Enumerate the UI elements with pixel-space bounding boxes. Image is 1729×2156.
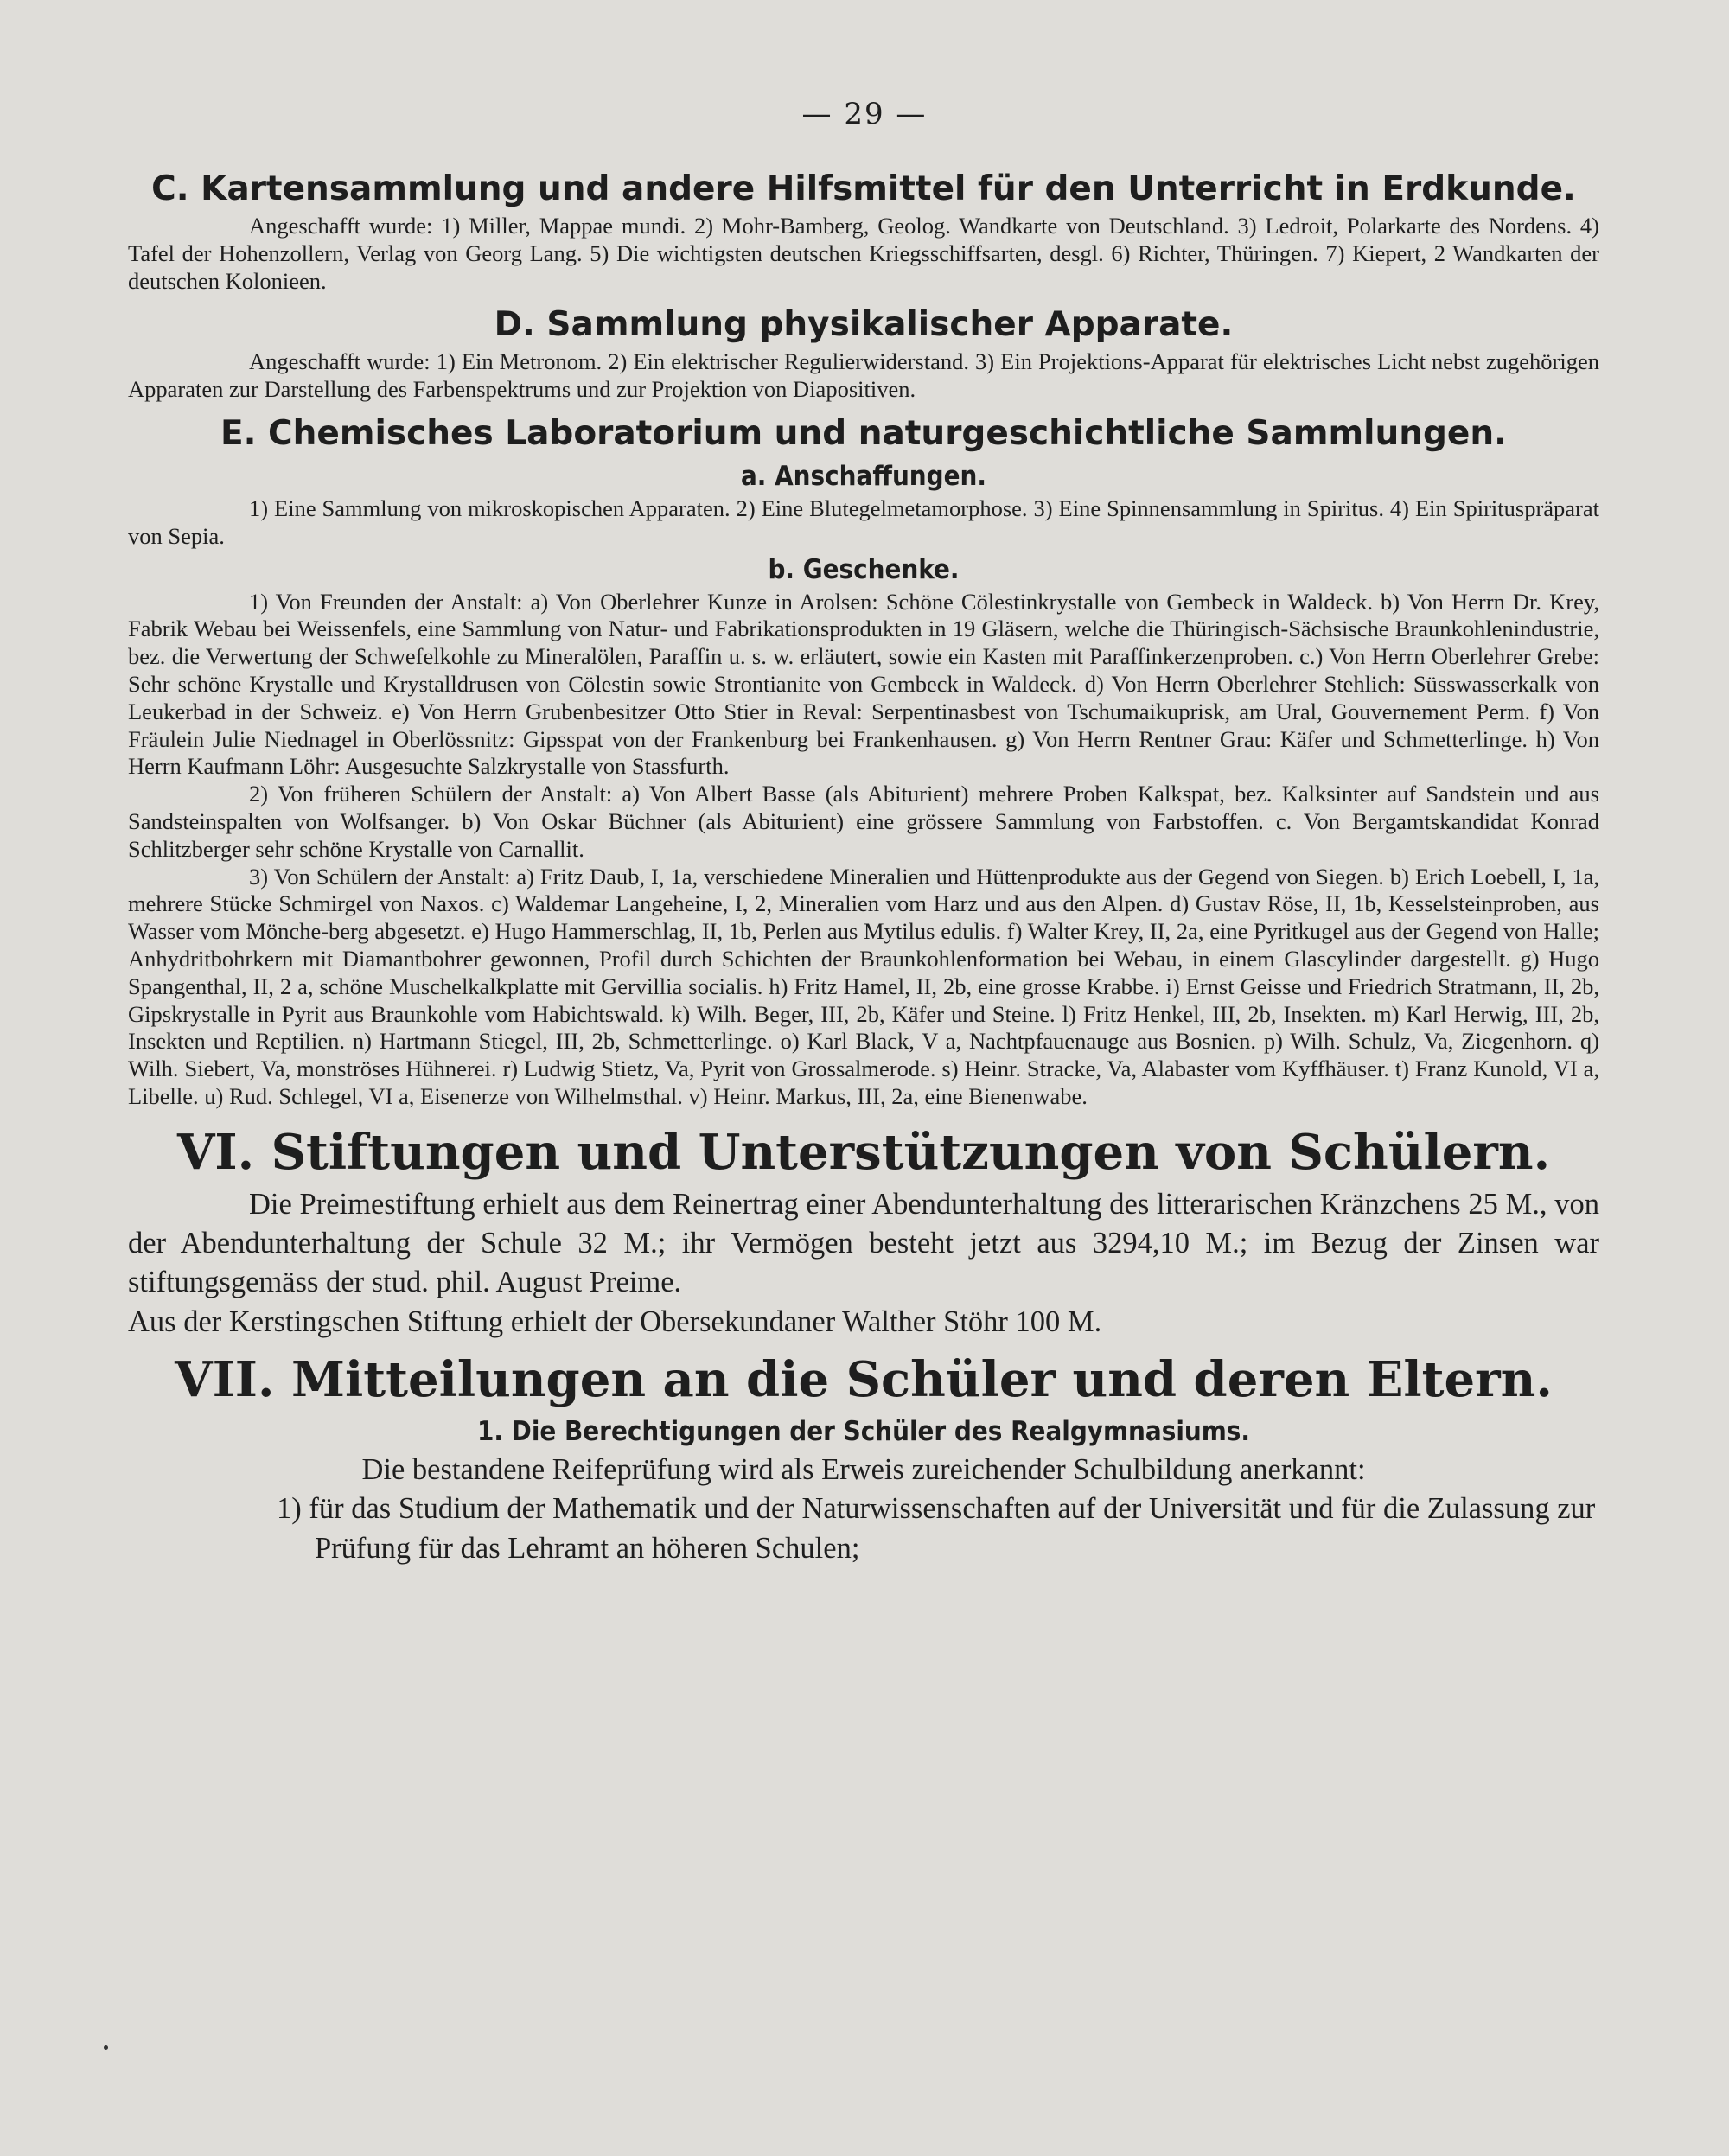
section-d-text: Angeschafft wurde: 1) Ein Metronom. 2) Ein elektrischer Regulierwiderstand. 3) Ein Projektions-Apparat für elektrisches Licht nebst zugehörigen Apparaten zur Darstellung des Farbenspektrums und zur Projektion von Diapositiven. xyxy=(128,348,1599,403)
section-vii-item-1: 1) für das Studium der Mathematik und der Naturwissenschaften auf der Universität und für die Zulassung zur Prüfung für das Lehramt an höheren Schulen; xyxy=(277,1492,1596,1565)
section-c-heading: C. Kartensammlung und andere Hilfsmittel für den Unterricht in Erdkunde. xyxy=(151,169,1576,208)
page-number: — 29 — xyxy=(801,97,928,131)
section-vi-text-1: Die Preimestiftung erhielt aus dem Reinertrag einer Abendunterhaltung des litterarischen Kränzchens 25 M., von der Abendunterhaltung der Schule 32 M.; ihr Vermögen besteht jetzt aus 3294,10 M.; im Bezug der Zinsen war stiftungsgemäss der stud. phil. August Preime. xyxy=(128,1187,1599,1299)
section-e-text-b2: 2) Von früheren Schülern der Anstalt: a) Von Albert Basse (als Abiturient) mehrere Proben Kalkspat, bez. Kalksinter auf Sandstein und aus Sandsteinspalten von Wolfsanger. b) Von Oskar Büchner (als Abiturient) eine grössere Sammlung von Farbstoffen. c. Von Bergamtskandidat Konrad Schlitzberger sehr schöne Krystalle von Carnallit. xyxy=(128,781,1599,862)
section-vii-sub: 1. Die Berechtigungen der Schüler des Realgymnasiums. xyxy=(476,1415,1251,1447)
section-c-text: Angeschafft wurde: 1) Miller, Mappae mundi. 2) Mohr-Bamberg, Geolog. Wandkarte von Deutschland. 3) Ledroit, Polarkarte des Nordens. 4) Tafel der Hohenzollern, Verlag von Georg Lang. 5) Die wichtigsten deutschen Kriegsschiffsarten, desgl. 6) Richter, Thüringen. 7) Kiepert, 2 Wandkarten der deutschen Kolonieen. xyxy=(128,213,1599,294)
section-e-sub-b: b. Geschenke. xyxy=(768,553,960,585)
section-e-heading: E. Chemisches Laboratorium und naturgeschichtliche Sammlungen. xyxy=(220,413,1507,453)
section-vii-text: Die bestandene Reifeprüfung wird als Erweis zureichender Schulbildung anerkannt: xyxy=(361,1452,1366,1486)
section-vi-heading: VI. Stiftungen und Unterstützungen von Schülern. xyxy=(176,1123,1551,1181)
ink-speck xyxy=(104,2045,108,2050)
page-content xyxy=(128,166,1599,1568)
section-d-heading: D. Sammlung physikalischer Apparate. xyxy=(494,305,1234,345)
section-e-text-a: 1) Eine Sammlung von mikroskopischen Apparaten. 2) Eine Blutegelmetamorphose. 3) Eine Spinnensammlung in Spiritus. 4) Ein Spirituspräparat von Sepia. xyxy=(128,494,1599,549)
section-vii-heading: VII. Mitteilungen an die Schüler und deren Eltern. xyxy=(175,1350,1553,1408)
section-vi-text-2: Aus der Kerstingschen Stiftung erhielt der Obersekundaner Walther Stöhr 100 M. xyxy=(128,1304,1102,1338)
section-e-text-b3: 3) Von Schülern der Anstalt: a) Fritz Daub, I, 1a, verschiedene Mineralien und Hüttenprodukte aus der Gegend von Siegen. b) Erich Loebell, I, 1a, mehrere Stücke Schmirgel von Naxos. c) Waldemar Langeheine, I, 2, Mineralien vom Harz und aus den Alpen. d) Gustav Röse, II, 1b, Kesselsteinproben, aus Wasser vom Mönche-berg abgesetzt. e) Hugo Hammerschlag, II, 1b, Perlen aus Mytilus edulis. f) Walter Krey, II, 2a, eine Pyritkugel aus der Gegend von Halle; Anhydritbohrkern mit Diamantbohrer gewonnen, Profil durch Schichten der Braunkohlenformation bei Webau, in einem Glascylinder dargestellt. g) Hugo Spangenthal, II, 2 a, schöne Muschelkalkplatte mit Gervillia socialis. h) Fritz Hamel, II, 2b, eine grosse Krabbe. i) Ernst Geisse und Friedrich Stratmann, II, 2b, Gipskrystalle in Pyrit aus Braunkohle vom Habichtswald. k) Wilh. Beger, III, 2b, Käfer und Steine. l) Fritz Henkel, III, 2b, Insekten. m) Karl Herwig, III, 2b, Insekten und Reptilien. n) Hartmann Stiegel, III, 2b, Schmetterlinge. o) Karl Black, V a, Nachtpfauenauge aus Bosnien. p) Wilh. Schulz, Va, Ziegenhorn. q) Wilh. Siebert, Va, monströses Hühnerei. r) Ludwig Stietz, Va, Pyrit von Grossalmerode. s) Heinr. Stracke, Va, Alabaster vom Kyffhäuser. t) Franz Kunold, VI a, Libelle. u) Rud. Schlegel, VI a, Eisenerze von Wilhelmsthal. v) Heinr. Markus, III, 2a, eine Bienenwabe. xyxy=(128,863,1599,1109)
section-e-sub-a: a. Anschaffungen. xyxy=(740,460,987,492)
section-e-text-b1: 1) Von Freunden der Anstalt: a) Von Oberlehrer Kunze in Arolsen: Schöne Cölestinkrystalle von Gembeck in Waldeck. b) Von Herrn Dr. Krey, Fabrik Webau bei Weissenfels, eine Sammlung von Natur- und Fabrikationsprodukten in 19 Gläsern, welche die Thüringisch-Sächsische Braunkohlenindustrie, bez. die Verwertung der Schwefelkohle zu Mineralölen, Paraffin u. s. w. erläutert, sowie ein Kasten mit Paraffinkerzenproben. c.) Von Herrn Oberlehrer Grebe: Sehr schöne Krystalle und Krystalldrusen von Cölestin sowie Strontianite von Gembeck in Waldeck. d) Von Herrn Oberlehrer Stehlich: Süsswasserkalk von Leukerbad in der Schweiz. e) Von Herrn Grubenbesitzer Otto Stier in Reval: Serpentinasbest von Tschumaikuprisk, am Ural, Gouvernement Perm. f) Von Fräulein Julie Niednagel in Oberlössnitz: Gipsspat von der Frankenburg bei Frankenhausen. g) Von Herrn Rentner Grau: Käfer und Schmetterlinge. h) Von Herrn Kaufmann Löhr: Ausgesuchte Salzkrystalle von Stassfurth. xyxy=(128,588,1599,780)
